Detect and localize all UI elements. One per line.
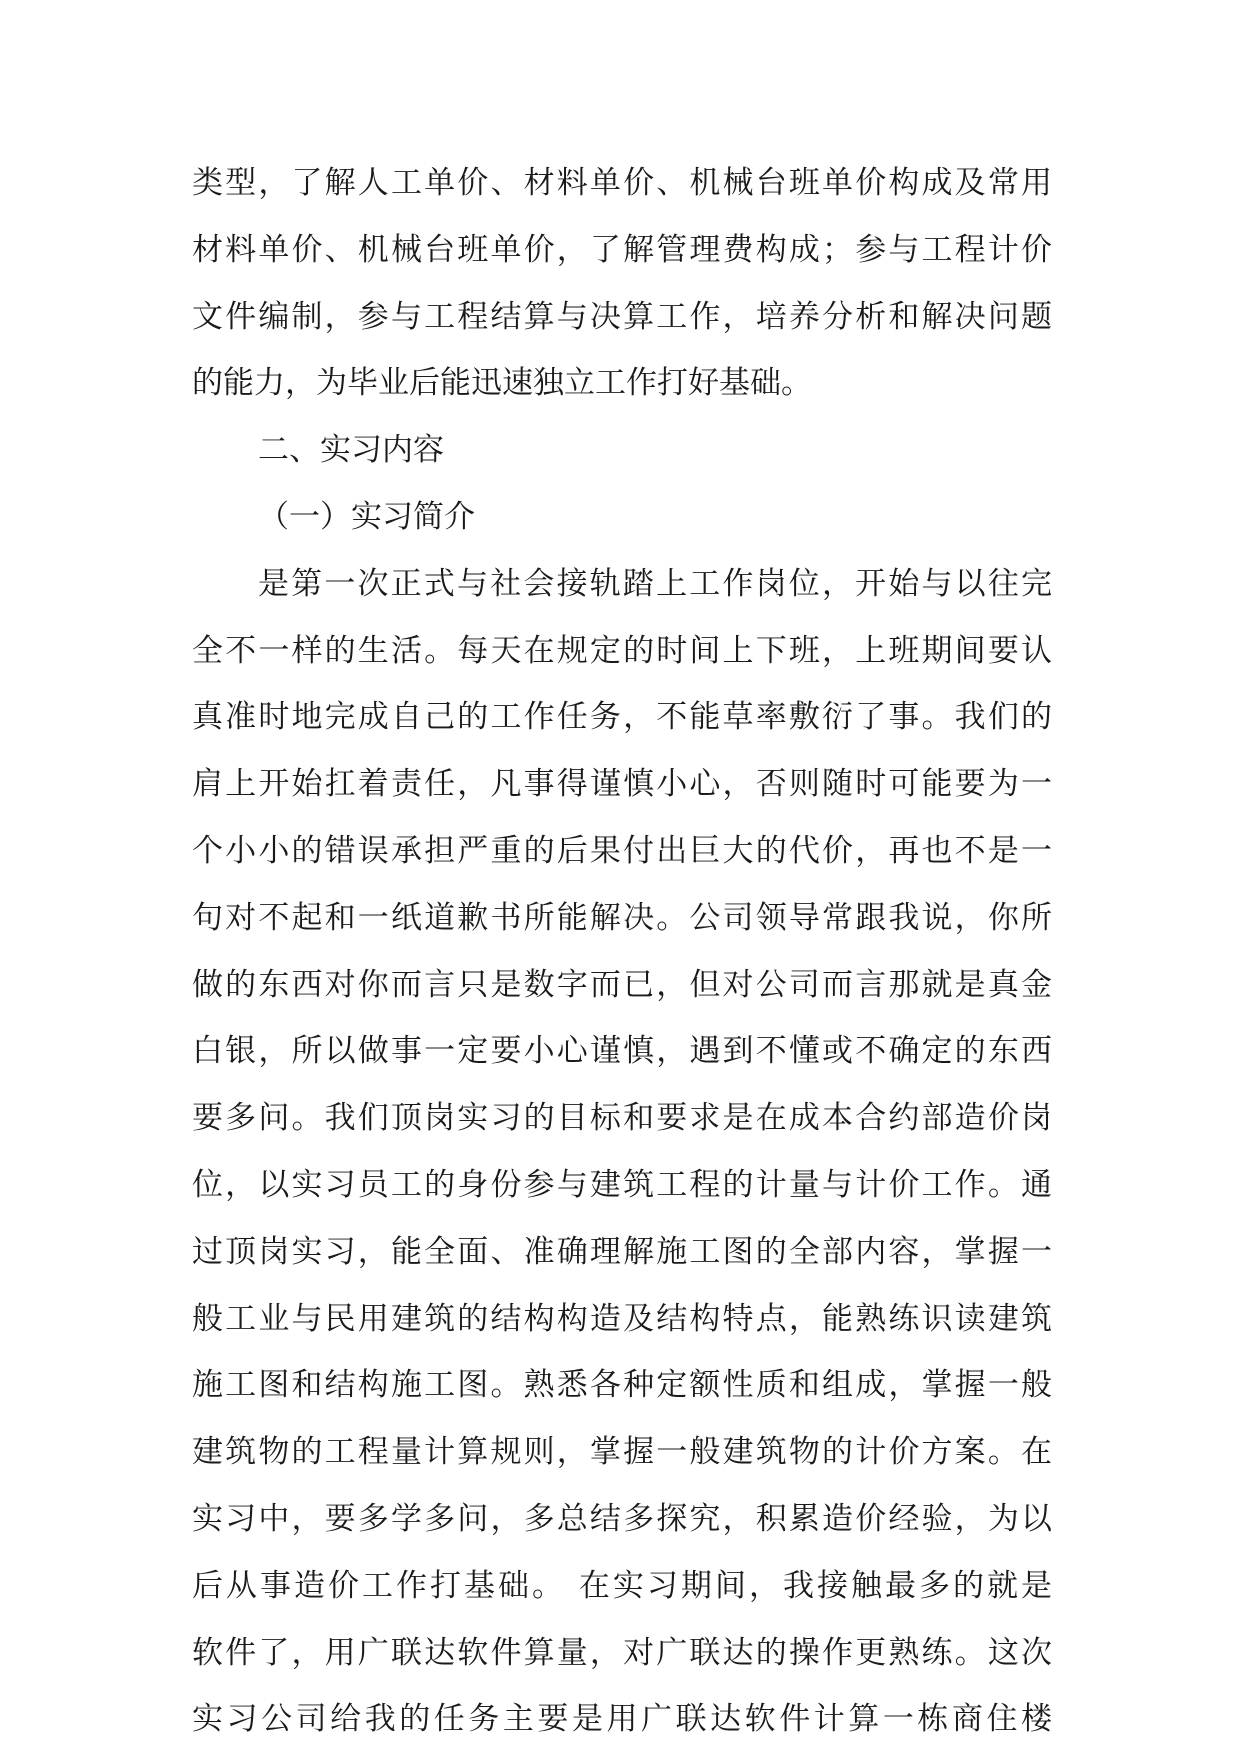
text-line-8: 全不一样的生活。每天在规定的时间上下班，上班期间要认 xyxy=(192,632,1052,669)
text-line-7: 是第一次正式与社会接轨踏上工作岗位，开始与以往完 xyxy=(258,565,1052,602)
text-line-13: 做的东西对你而言只是数字而已，但对公司而言那就是真金 xyxy=(192,966,1052,1003)
text-line-24: 实习公司给我的任务主要是用广联达软件计算一栋商住楼 xyxy=(192,1701,1052,1738)
text-line-19: 施工图和结构施工图。熟悉各种定额性质和组成，掌握一般 xyxy=(192,1367,1052,1404)
text-line-16: 位，以实习员工的身份参与建筑工程的计量与计价工作。通 xyxy=(192,1166,1052,1203)
section-heading: 二、实习内容 xyxy=(258,432,444,469)
text-line-21: 实习中，要多学多问，多总结多探究，积累造价经验，为以 xyxy=(192,1500,1052,1537)
text-line-14: 白银，所以做事一定要小心谨慎，遇到不懂或不确定的东西 xyxy=(192,1033,1052,1070)
text-line-12: 句对不起和一纸道歉书所能解决。公司领导常跟我说，你所 xyxy=(192,899,1052,936)
text-line-2: 材料单价、机械台班单价，了解管理费构成；参与工程计价 xyxy=(192,231,1052,268)
text-line-4: 的能力，为毕业后能迅速独立工作打好基础。 xyxy=(192,365,812,402)
text-line-18: 般工业与民用建筑的结构构造及结构特点，能熟练识读建筑 xyxy=(192,1300,1052,1337)
text-line-1: 类型，了解人工单价、材料单价、机械台班单价构成及常用 xyxy=(192,165,1052,201)
text-line-23: 软件了，用广联达软件算量，对广联达的操作更熟练。这次 xyxy=(192,1634,1052,1671)
text-line-9: 真准时地完成自己的工作任务，不能草率敷衍了事。我们的 xyxy=(192,699,1052,736)
text-line-17: 过顶岗实习，能全面、准确理解施工图的全部内容，掌握一 xyxy=(192,1233,1052,1270)
body-text xyxy=(192,150,1052,1753)
text-line-10: 肩上开始扛着责任，凡事得谨慎小心，否则随时可能要为一 xyxy=(192,766,1052,803)
text-line-22: 后从事造价工作打基础。 在实习期间，我接触最多的就是 xyxy=(192,1567,1052,1604)
text-line-11: 个小小的错误承担严重的后果付出巨大的代价，再也不是一 xyxy=(192,832,1052,869)
text-line-15: 要多问。我们顶岗实习的目标和要求是在成本合约部造价岗 xyxy=(192,1100,1052,1137)
text-line-20: 建筑物的工程量计算规则，掌握一般建筑物的计价方案。在 xyxy=(192,1434,1052,1471)
text-line-3: 文件编制，参与工程结算与决算工作，培养分析和解决问题 xyxy=(192,298,1052,335)
subsection-heading: （一）实习简介 xyxy=(258,498,475,535)
